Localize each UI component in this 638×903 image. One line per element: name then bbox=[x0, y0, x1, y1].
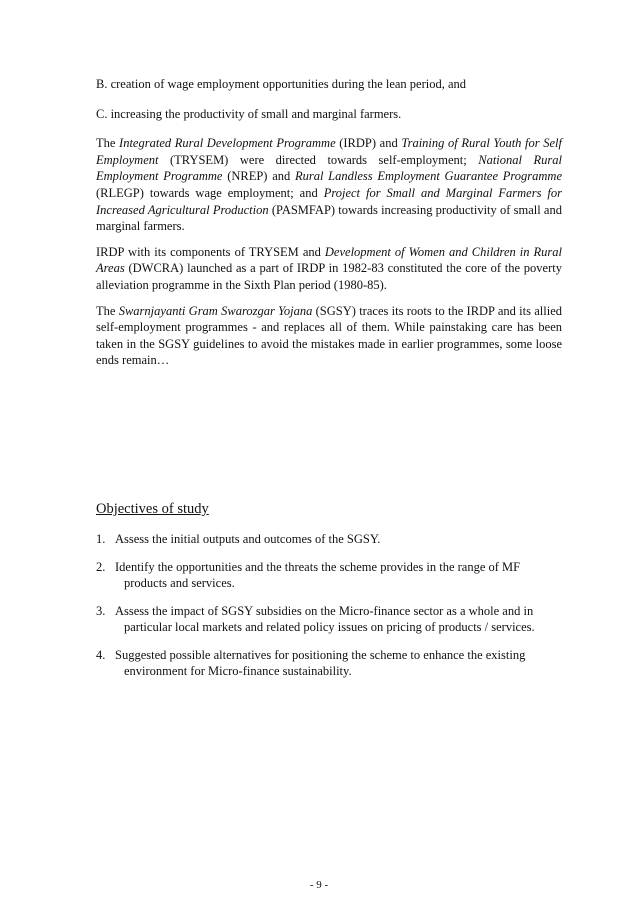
document-page bbox=[96, 76, 562, 691]
objective-text: Identify the opportunities and the threats the scheme provides in the range of MF bbox=[115, 559, 521, 574]
paragraph-programmes: The Integrated Rural Development Programme (IRDP) and Training of Rural Youth for Self Employment (TRYSEM) were directed towards self-employment; National Rural Employment Programme (NREP) and Rural Landless Employment Guarantee Programme (RLEGP) towards wage employment; and Project for Small and Marginal Farmers for Increased Agricultural Production (PASMFAP) towards increasing productivity of small and marginal farmers. bbox=[96, 136, 563, 234]
objective-text-continued: products and services. bbox=[124, 576, 235, 591]
objective-item-1 bbox=[96, 531, 562, 548]
objective-item-4 bbox=[96, 647, 562, 680]
paragraph-sgsy: The Swarnjayanti Gram Swarozgar Yojana (SGSY) traces its roots to the IRDP and its allied self-employment programmes - and replaces all of them. While painstaking care has been taken in the SGSY guidelines to avoid the mistakes made in earlier programmes, some loose ends remain… bbox=[96, 303, 562, 368]
paragraph-irdp: IRDP with its components of TRYSEM and Development of Women and Children in Rural Areas (DWCRA) launched as a part of IRDP in 1982-83 constituted the core of the poverty alleviation programme in the Sixth Plan period (1980-85). bbox=[96, 244, 563, 292]
objective-item-3 bbox=[96, 603, 562, 636]
page-number: - 9 - bbox=[309, 879, 329, 891]
objective-text: Assess the initial outputs and outcomes of the SGSY. bbox=[115, 531, 381, 546]
list-item-c: C. increasing the productivity of small and marginal farmers. bbox=[96, 106, 402, 121]
objective-item-2 bbox=[96, 559, 562, 592]
list-item-b: B. creation of wage employment opportunities during the lean period, and bbox=[96, 77, 467, 91]
objective-text-continued: particular local markets and related policy issues on pricing of products / services. bbox=[124, 620, 535, 635]
objective-text: Suggested possible alternatives for positioning the scheme to enhance the existing bbox=[115, 647, 526, 662]
blank-space bbox=[96, 378, 562, 500]
objective-number: 4. bbox=[96, 647, 106, 662]
objective-text-continued: environment for Micro-finance sustainability. bbox=[124, 664, 352, 679]
objectives-list bbox=[96, 531, 562, 680]
objective-text: Assess the impact of SGSY subsidies on the Micro-finance sector as a whole and in bbox=[115, 603, 534, 618]
objective-number: 2. bbox=[96, 559, 106, 574]
section-heading-objectives: Objectives of study bbox=[96, 500, 209, 517]
objective-number: 3. bbox=[96, 603, 106, 618]
objective-number: 1. bbox=[96, 531, 106, 546]
